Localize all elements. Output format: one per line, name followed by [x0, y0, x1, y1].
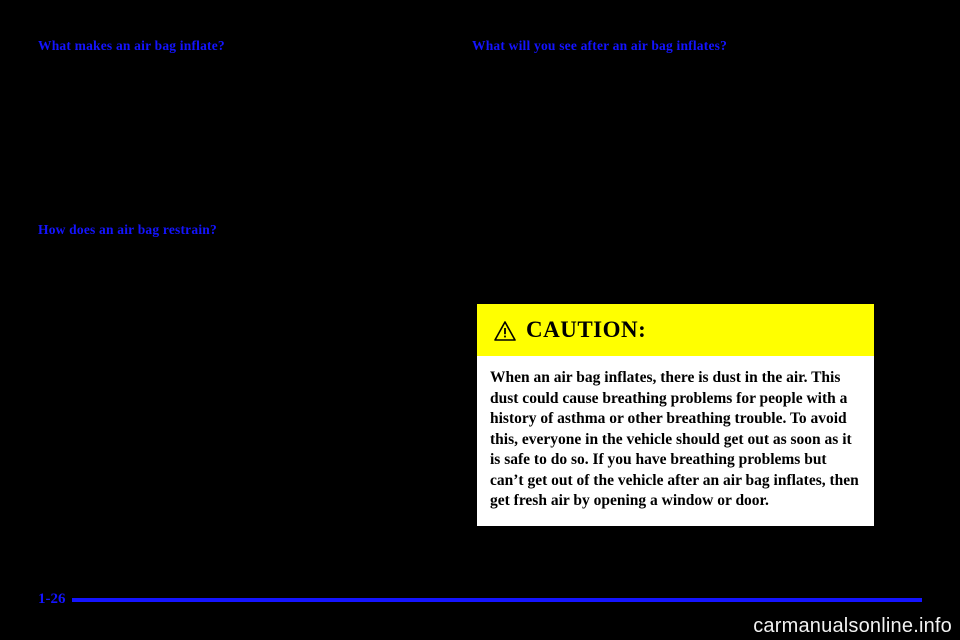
left-column [38, 38, 438, 238]
footer-divider [72, 598, 922, 602]
caution-label: CAUTION: [526, 317, 647, 342]
section-heading-what-makes-air-bag-inflate: What makes an air bag inflate? [38, 38, 225, 53]
page-footer [0, 586, 960, 610]
page-number: 1-26 [38, 591, 66, 607]
caution-callout [472, 304, 874, 526]
watermark: carmanualsonline.info [753, 615, 952, 637]
section-heading-what-will-you-see: What will you see after an air bag inflates? [472, 38, 728, 53]
right-column [472, 38, 872, 54]
warning-triangle-icon [494, 321, 516, 341]
section-heading-how-does-air-bag-restrain: How does an air bag restrain? [38, 222, 217, 237]
caution-header [472, 304, 874, 356]
caution-body-text: When an air bag inflates, there is dust in the air. This dust could cause breathing problems for people with a history of asthma or other breathing trouble. To avoid this, everyone in the vehicle should get out as soon as it is safe to do so. If you have breathing problems but can’t get out of the vehicle after an air bag inflates, then get fresh air by opening a window or door. [490, 369, 859, 509]
caution-body [472, 356, 874, 526]
